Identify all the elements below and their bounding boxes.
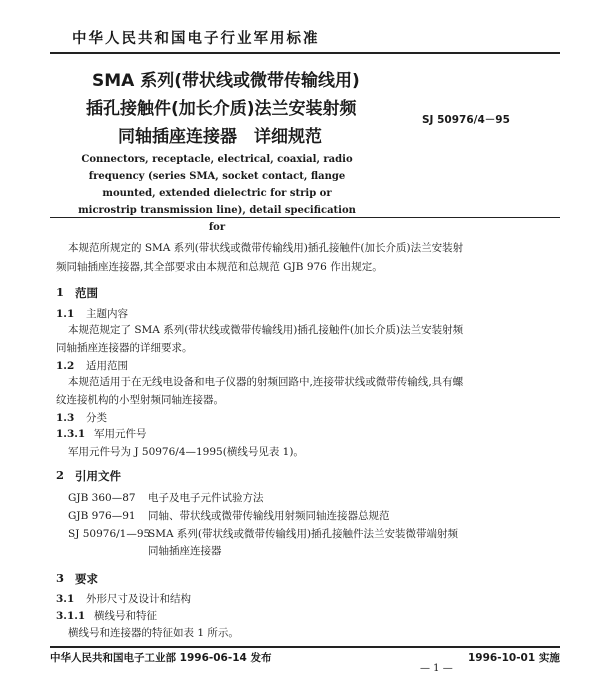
effective-date: 1996-10-01 实施 [468, 652, 560, 664]
title-line-2: 插孔接触件(加长介质)法兰安装射频 [86, 99, 357, 119]
title-rule [50, 217, 560, 218]
reference-1-code: GJB 360—87 [68, 492, 136, 504]
reference-3-desc-cont: 同轴插座连接器 [148, 545, 222, 557]
section-1-1-line-2: 同轴插座连接器的详细要求。 [56, 342, 193, 354]
section-3-number: 3 [56, 571, 65, 585]
section-3-1-title: 外形尺寸及设计和结构 [86, 593, 191, 605]
section-1-1-title: 主题内容 [86, 308, 128, 320]
section-1-title: 范围 [75, 286, 98, 300]
section-1-3-number: 1.3 [56, 412, 75, 424]
section-2-number: 2 [56, 468, 65, 482]
section-1-1-number: 1.1 [56, 308, 75, 320]
section-1-3-1-title: 军用元件号 [94, 428, 147, 440]
reference-3-code: SJ 50976/1—95 [68, 528, 151, 540]
intro-line-2: 频同轴插座连接器,其全部要求由本规范和总规范 GJB 976 作出规定。 [56, 261, 383, 273]
english-title: Connectors, receptacle, electrical, coaxial, radio frequency (series SMA, socket contact, flange mounted, extended dielectric for strip or microstrip transmission line), detail specification for [78, 154, 356, 233]
section-1-3-1-line-1: 军用元件号为 J 50976/4—1995(横线号见表 1)。 [68, 446, 304, 458]
section-3-1-number: 3.1 [56, 593, 75, 605]
reference-3-desc: SMA 系列(带状线或微带传输线用)插孔接触件法兰安装微带端射频 [148, 528, 459, 540]
section-2-title: 引用文件 [75, 469, 121, 483]
standard-code: SJ 50976/4－95 [422, 114, 510, 126]
section-1-number: 1 [56, 285, 65, 299]
section-3-1-1-number: 3.1.1 [56, 610, 86, 622]
section-1-3-title: 分类 [86, 412, 107, 424]
section-1-2-line-1: 本规范适用于在无线电设备和电子仪器的射频回路中,连接带状线或微带传输线,具有螺 [68, 376, 464, 388]
header-rule [50, 52, 560, 54]
reference-2-desc: 同轴、带状线或微带传输线用射频同轴连接器总规范 [148, 510, 390, 522]
section-1-1-line-1: 本规范规定了 SMA 系列(带状线或微带传输线用)插孔接触件(加长介质)法兰安装射频 [68, 324, 464, 336]
section-3-1-1-title: 横线号和特征 [94, 610, 157, 622]
section-1-2-line-2: 纹连接机构的小型射频同轴连接器。 [56, 394, 224, 406]
section-1-2-title: 适用范围 [86, 360, 128, 372]
section-1-2-number: 1.2 [56, 360, 75, 372]
title-line-3: 同轴插座连接器 详细规范 [118, 127, 322, 147]
section-3-1-1-line-1: 横线号和连接器的特征如表 1 所示。 [68, 627, 239, 639]
section-3-title: 要求 [75, 572, 98, 586]
industry-standard-heading: 中华人民共和国电子行业军用标准 [72, 31, 320, 47]
reference-1-desc: 电子及电子元件试验方法 [148, 492, 264, 504]
page-number: — 1 — [420, 663, 453, 674]
title-line-1: SMA 系列(带状线或微带传输线用) [92, 71, 360, 91]
footer-rule [50, 646, 560, 648]
intro-line-1: 本规范所规定的 SMA 系列(带状线或微带传输线用)插孔接触件(加长介质)法兰安装射 [68, 242, 464, 254]
reference-2-code: GJB 976—91 [68, 510, 136, 522]
section-1-3-1-number: 1.3.1 [56, 428, 86, 440]
issue-date: 中华人民共和国电子工业部 1996-06-14 发布 [50, 652, 272, 664]
